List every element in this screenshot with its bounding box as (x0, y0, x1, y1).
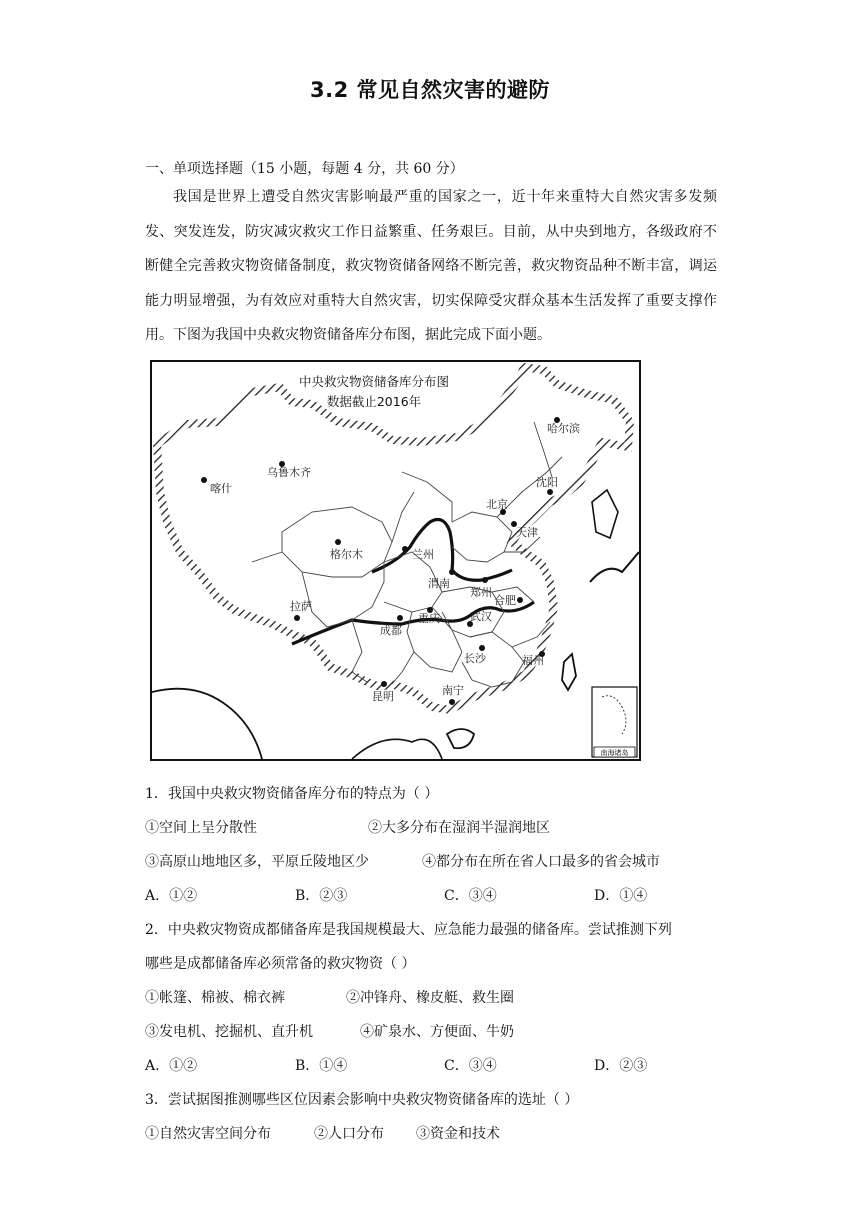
city-dot (294, 615, 300, 621)
city-label: 长沙 (464, 652, 486, 665)
q2-option-c[interactable]: C．③④ (444, 1058, 497, 1074)
city-label: 郑州 (470, 586, 492, 599)
city-label: 喀什 (210, 482, 232, 495)
section-heading: 一、单项选择题（15 小题，每题 4 分，共 60 分） (145, 161, 464, 177)
city-label: 武汉 (470, 610, 492, 623)
q1-statement-1: ①空间上呈分散性 (145, 820, 257, 836)
city-dot (479, 645, 485, 651)
city-label: 合肥 (494, 594, 516, 607)
south-sea-inset (592, 687, 637, 757)
map-title-line1: 中央救灾物资储备库分布图 (298, 374, 450, 389)
sea-coast (352, 739, 442, 759)
q1-option-a[interactable]: A．①② (145, 888, 198, 904)
q2-statement-3: ③发电机、挖掘机、直升机 (145, 1024, 313, 1040)
city-label: 兰州 (412, 548, 434, 561)
q2-statement-1: ①帐篷、棉被、棉衣裤 (145, 990, 285, 1006)
q2-option-d[interactable]: D．②③ (594, 1058, 648, 1074)
q2-option-b[interactable]: B．①④ (295, 1058, 348, 1074)
q1-statement-2: ②大多分布在湿润半湿润地区 (368, 820, 550, 836)
city-dot (449, 699, 455, 705)
city-label: 天津 (516, 526, 538, 539)
page-title: 3.2 常见自然灾害的避防 (309, 78, 550, 102)
disaster-relief-depot-map (150, 360, 641, 761)
city-dot (402, 546, 408, 552)
city-dot (482, 577, 488, 583)
hainan-outline (447, 729, 474, 748)
city-label: 北京 (486, 498, 508, 511)
city-dot (547, 489, 553, 495)
city-dot (201, 477, 207, 483)
city-label: 重庆 (418, 612, 440, 625)
q1-option-b[interactable]: B．②③ (295, 888, 348, 904)
q1-option-c[interactable]: C．③④ (444, 888, 497, 904)
city-label: 渭南 (428, 577, 450, 590)
question-2-stem-cont: 哪些是成都储备库必须常备的救灾物资（ ） (145, 956, 416, 972)
city-label: 成都 (380, 624, 402, 637)
map-title-line2: 数据截止2016年 (326, 394, 422, 409)
city-label: 乌鲁木齐 (267, 466, 311, 479)
city-dot (381, 681, 387, 687)
q2-statement-2: ②冲锋舟、橡皮艇、救生圈 (346, 990, 514, 1006)
city-label: 昆明 (372, 690, 394, 703)
q1-statement-3: ③高原山地地区多，平原丘陵地区少 (145, 854, 369, 870)
question-1-stem: 1．我国中央救灾物资储备库分布的特点为（ ） (145, 786, 439, 802)
intro-paragraph: 我国是世界上遭受自然灾害影响最严重的国家之一，近十年来重特大自然灾害多发频发、突发连发，防灾减灾救灾工作日益繁重、任务艰巨。目前，从中央到地方，各级政府不断健全完善救灾物资储备制度，救灾物资储备网络不断完善，救灾物资品种不断丰富，调运能力明显增强，为有效应对重特大自然灾害，切实保障受灾群众基本生活发挥了重要支撑作用。下图为我国中央救灾物资储备库分布图，据此完成下面小题。 (145, 189, 717, 343)
city-label: 福州 (522, 654, 544, 667)
city-label: 格尔木 (330, 548, 363, 561)
q3-statement-1: ①自然灾害空间分布 (145, 1126, 271, 1142)
q1-statement-4: ④都分布在所在省人口最多的省会城市 (422, 854, 660, 870)
inset-label: 南海诸岛 (600, 749, 629, 757)
korea-outline (592, 490, 618, 538)
city-dot (449, 569, 455, 575)
q3-statement-3: ③资金和技术 (416, 1126, 500, 1142)
city-markers (201, 417, 580, 705)
city-dot (517, 597, 523, 603)
question-2-stem: 2．中央救灾物资成都储备库是我国规模最大、应急能力最强的储备库。尝试推测下列 (145, 922, 672, 938)
question-3-stem: 3．尝试据图推测哪些区位因素会影响中央救灾物资储备库的选址（ ） (145, 1092, 579, 1108)
city-label: 南宁 (442, 684, 464, 697)
city-dot (397, 615, 403, 621)
q2-statement-4: ④矿泉水、方便面、牛奶 (360, 1024, 514, 1040)
city-label: 沈阳 (536, 476, 558, 489)
province-boundaries (252, 422, 562, 687)
india-coast (152, 689, 262, 759)
city-label: 哈尔滨 (547, 422, 580, 435)
city-dot (335, 539, 341, 545)
taiwan-outline (562, 654, 576, 690)
coastline (590, 552, 639, 582)
yellow-river (372, 520, 512, 581)
q2-option-a[interactable]: A．①② (145, 1058, 198, 1074)
q1-option-d[interactable]: D．①④ (594, 888, 648, 904)
city-label: 拉萨 (290, 600, 312, 613)
q3-statement-2: ②人口分布 (314, 1126, 384, 1142)
